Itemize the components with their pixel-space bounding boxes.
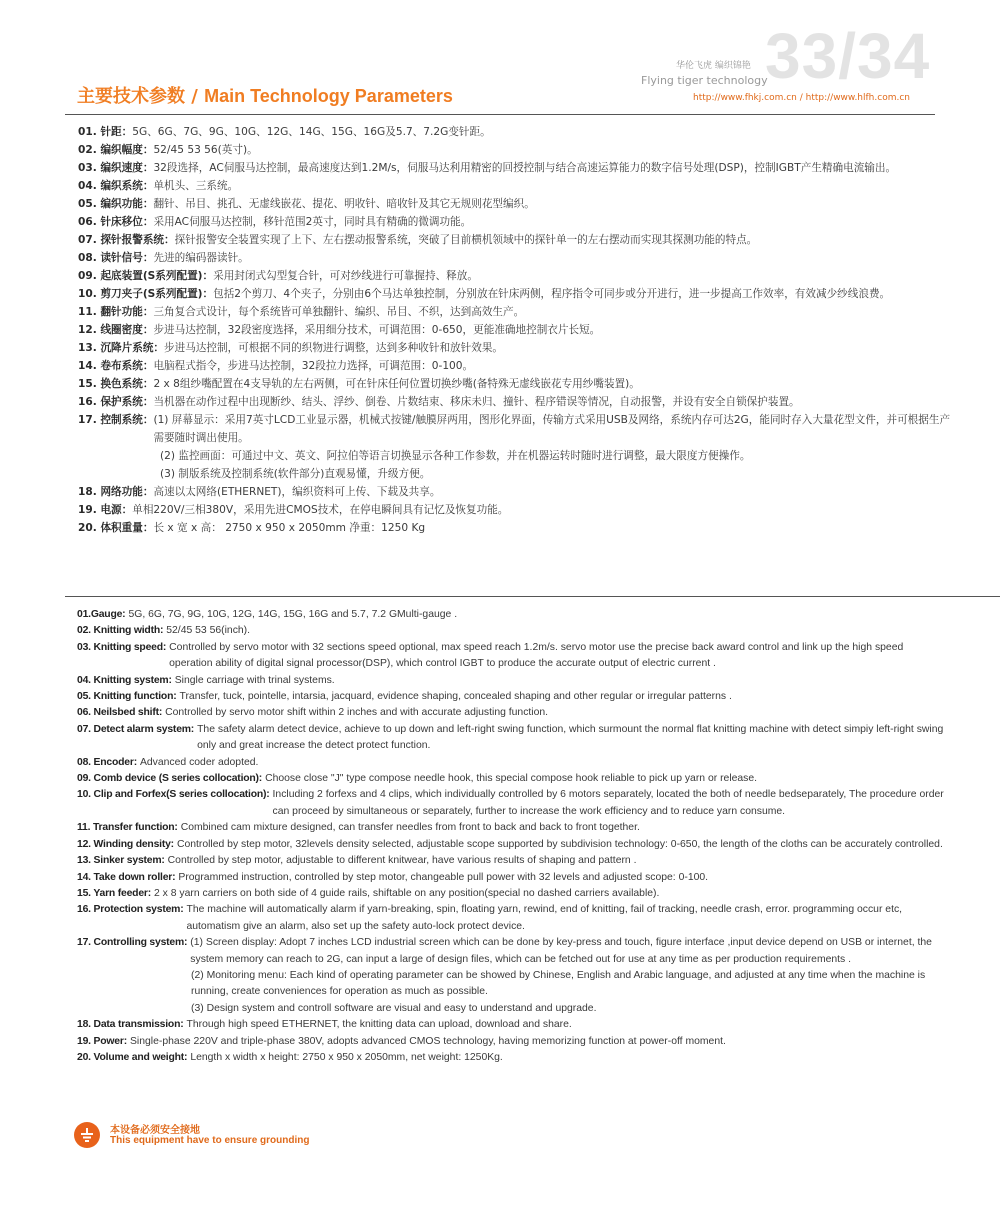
en-param-row xyxy=(77,837,947,853)
en-param-row xyxy=(77,787,947,820)
cn-param-text: 高速以太网络(ETHERNET)，编织资料可上传、下载及共享。 xyxy=(153,486,441,498)
cn-param-text: 电脑程式指令，步进马达控制，32段拉力选择，可调范围：0-100。 xyxy=(153,360,474,372)
cn-param-label: 07. 探针报警系统： xyxy=(78,234,175,246)
cn-param-row xyxy=(78,357,958,375)
en-param-text: Programmed instruction, controlled by step motor, changeable pull power with 32 levels and adjusted scope: 0-100. xyxy=(178,871,709,883)
cn-param-label: 14. 卷布系统： xyxy=(78,360,154,372)
en-param-row xyxy=(77,1034,947,1050)
cn-param-text: 步进马达控制，可根据不同的织物进行调整，达到多种收针和放针效果。 xyxy=(164,342,504,354)
cn-param-row xyxy=(78,303,958,321)
en-param-subrow: (2) Monitoring menu: Each kind of operating parameter can be showed by Chinese, English and Arabic language, and adjusted at any time when the machine is running, create conveniences for operation as much as possible. xyxy=(191,969,926,998)
en-param-row xyxy=(77,755,947,771)
en-param-text: Advanced coder adopted. xyxy=(139,756,259,768)
cn-param-label: 17. 控制系统： xyxy=(78,414,154,426)
cn-param-text: 单相220V/三相380V，采用先进CMOS技术，在停电瞬间具有记忆及恢复功能。 xyxy=(132,504,509,516)
ground-symbol-icon xyxy=(78,1126,96,1144)
section-divider xyxy=(65,596,1000,597)
cn-param-text: 先进的编码器读针。 xyxy=(153,252,249,264)
en-param-label: 10. Clip and Forfex(S series collocation): xyxy=(77,789,270,801)
cn-param-label: 19. 电源： xyxy=(78,504,133,516)
en-param-text: Controlled by servo motor shift within 2 inches and with accurate adjusting function. xyxy=(165,707,549,719)
cn-param-text: (1) 屏幕显示：采用7英寸LCD工业显示器，机械式按键/触膜屏两用，图形化界面，传输方式采用USB及网络，系统内存可达2G，能同时存入大量花型文件，并可根据生产需要随时调出使用。 xyxy=(153,414,951,444)
page-title-cn: 主要技术参数 / xyxy=(77,86,198,107)
en-param-row xyxy=(77,689,947,705)
cn-param-text: 长 x 宽 x 高： 2750 x 950 x 2050mm 净重：1250 Kg xyxy=(153,522,426,534)
header-divider xyxy=(65,114,935,115)
en-param-row xyxy=(77,935,947,968)
website-urls: http://www.fhkj.com.cn / http://www.hlfh.com.cn xyxy=(693,93,910,103)
cn-param-label: 04. 编织系统： xyxy=(78,180,154,192)
en-param-label: 07. Detect alarm system: xyxy=(77,723,195,735)
brand-tagline-cn: 华伦飞虎 编织锦艳 xyxy=(676,61,751,71)
en-param-text: The machine will automatically alarm if yarn-breaking, spin, floating yarn, rewind, end of knitting, fail of tracking, needle crash, error. programming occur etc, automatism give an alarm, also set up the safety auto-lock protect device. xyxy=(186,904,903,932)
cn-param-row xyxy=(78,123,958,141)
en-param-label: 15. Yarn feeder: xyxy=(77,887,152,899)
en-param-row xyxy=(77,771,947,787)
en-param-label: 11. Transfer function: xyxy=(77,822,178,834)
cn-param-row xyxy=(78,375,958,393)
en-param-label: 06. Neilsbed shift: xyxy=(77,707,163,719)
en-param-text: Single carriage with trinal systems. xyxy=(174,674,335,686)
page-title-en: Main Technology Parameters xyxy=(204,86,453,106)
grounding-warning-cn: 本设备必须安全接地 xyxy=(110,1125,200,1136)
en-param-text: (1) Screen display: Adopt 7 inches LCD industrial screen which can be done by key-press and touch, figure interface ,input device depend on USB or internet, the system memory can reach to 2G, can input a large of design files, which can be fetched out for use at any time as per production requirements . xyxy=(190,937,932,965)
cn-param-text: 5G、6G、7G、9G、10G、12G、14G、15G、16G及5.7、7.2G变针距。 xyxy=(132,126,491,138)
cn-param-label: 01. 针距： xyxy=(78,126,133,138)
en-param-text: 52/45 53 56(inch). xyxy=(166,625,251,637)
en-param-subrow: (3) Design system and controll software are visual and easy to understand and upgrade. xyxy=(191,1002,597,1014)
en-param-row xyxy=(77,705,947,721)
cn-param-row xyxy=(78,483,958,501)
en-param-row xyxy=(77,722,947,755)
en-param-row xyxy=(77,870,947,886)
en-param-text: Through high speed ETHERNET, the knitting data can upload, download and share. xyxy=(186,1019,572,1031)
cn-param-row xyxy=(78,339,958,357)
cn-param-text: 步进马达控制，32段密度选择，采用细分技术，可调范围：0-650，更能准确地控制衣片长短。 xyxy=(153,324,601,336)
cn-param-row xyxy=(78,195,958,213)
cn-param-row xyxy=(78,267,958,285)
cn-param-text: 翻针、吊目、挑孔、无虚线嵌花、提花、明收针、暗收针及其它无规则花型编织。 xyxy=(153,198,535,210)
en-param-text: 5G, 6G, 7G, 9G, 10G, 12G, 14G, 15G, 16G and 5.7, 7.2 GMulti-gauge . xyxy=(128,609,458,620)
en-param-text: Choose close "J" type compose needle hook, this special compose hook reliable to pick up yarn or release. xyxy=(265,773,758,785)
en-param-label: 12. Winding density: xyxy=(77,838,174,850)
en-param-row xyxy=(77,853,947,869)
en-param-text: The safety alarm detect device, achieve to up down and left-right swing function, which surmount the normal flat knitting machine with detect simpiy left-right swing only and great increase the detect protect function. xyxy=(197,723,944,752)
en-param-label: 05. Knitting function: xyxy=(77,691,177,703)
cn-parameter-list xyxy=(78,123,958,537)
cn-param-label: 05. 编织功能： xyxy=(78,198,154,210)
en-param-text: Controlled by servo motor with 32 sections speed optional, max speed reach 1.2m/s. servo motor use the precise back award control and link up the high speed operation ability of digital signal processor(DSP), which control IGBT to produce the accurate output of electric current . xyxy=(169,641,904,670)
en-param-label: 01.Gauge: xyxy=(77,609,126,620)
cn-param-text: 采用封闭式勾型复合针，可对纱线进行可靠握持、释放。 xyxy=(213,270,478,282)
cn-param-text: 32段选择，AC伺服马达控制，最高速度达到1.2M/s，伺服马达利用精密的回授控制与结合高速运算能力的数字信号处理(DSP)，控制IGBT产生精确电流输出。 xyxy=(153,162,897,174)
en-param-label: 17. Controlling system: xyxy=(77,937,188,949)
en-param-row xyxy=(77,902,947,935)
cn-param-text: 当机器在动作过程中出现断纱、结头、浮纱、倒卷、片数结束、移床未归、撞针、程序错误等情况，自动报警，并设有安全自锁保护装置。 xyxy=(153,396,800,408)
cn-param-label: 09. 起底装置(S系列配置)： xyxy=(78,270,214,282)
en-param-text: Transfer, tuck, pointelle, intarsia, jacquard, evidence shaping, concealed shaping and other regular or irregular patterns . xyxy=(179,691,732,703)
en-param-label: 04. Knitting system: xyxy=(77,674,172,686)
cn-param-label: 18. 网络功能： xyxy=(78,486,154,498)
cn-param-label: 02. 编织幅度： xyxy=(78,144,154,156)
en-param-label: 14. Take down roller: xyxy=(77,871,176,883)
page-title xyxy=(77,82,453,108)
en-param-label: 09. Comb device (S series collocation): xyxy=(77,773,263,785)
en-param-label: 19. Power: xyxy=(77,1035,127,1047)
cn-param-row xyxy=(78,141,958,159)
cn-param-text: 2 x 8组纱嘴配置在4支导轨的左右两侧，可在针床任何位置切换纱嘴(备特殊无虚线嵌花专用纱嘴装置)。 xyxy=(153,378,640,390)
cn-param-label: 06. 针床移位： xyxy=(78,216,154,228)
en-param-text: 2 x 8 yarn carriers on both side of 4 guide rails, shiftable on any position(special no dashed carriers available). xyxy=(154,887,660,899)
cn-param-label: 13. 沉降片系统： xyxy=(78,342,165,354)
en-param-row xyxy=(77,1050,947,1066)
en-param-row xyxy=(77,820,947,836)
en-param-text: Length x width x height: 2750 x 950 x 2050mm, net weight: 1250Kg. xyxy=(190,1051,503,1063)
en-param-text: Single-phase 220V and triple-phase 380V, adopts advanced CMOS technology, having memorizing function at power-off moment. xyxy=(129,1035,726,1047)
en-param-label: 18. Data transmission: xyxy=(77,1019,184,1031)
cn-param-label: 03. 编织速度： xyxy=(78,162,154,174)
en-param-label: 20. Volume and weight: xyxy=(77,1051,188,1063)
cn-param-row xyxy=(78,285,958,303)
en-param-row xyxy=(77,623,947,639)
en-param-text: Controlled by step motor, adjustable to different knitwear, have various results of shaping and pattern . xyxy=(167,855,637,867)
cn-param-label: 10. 剪刀夹子(S系列配置)： xyxy=(78,288,214,300)
cn-param-row xyxy=(78,159,958,177)
en-param-label: 02. Knitting width: xyxy=(77,625,164,637)
en-param-row xyxy=(77,673,947,689)
en-param-text: Combined cam mixture designed, can transfer needles from front to back and back to front together. xyxy=(180,822,640,834)
cn-param-row xyxy=(78,231,958,249)
cn-param-label: 15. 换色系统： xyxy=(78,378,154,390)
cn-param-label: 16. 保护系统： xyxy=(78,396,154,408)
cn-param-row xyxy=(78,411,958,447)
en-param-label: 16. Protection system: xyxy=(77,904,184,916)
en-param-label: 13. Sinker system: xyxy=(77,855,165,867)
cn-param-row xyxy=(78,177,958,195)
en-param-row xyxy=(77,640,947,673)
cn-param-label: 20. 体积重量： xyxy=(78,522,154,534)
en-param-label: 08. Encoder: xyxy=(77,756,137,768)
cn-param-row xyxy=(78,393,958,411)
cn-param-text: 探针报警安全装置实现了上下、左右摆动报警系统，突破了目前横机领域中的探针单一的左右摆动而实现其探测功能的特点。 xyxy=(174,234,758,246)
page-number: 33/34 xyxy=(765,20,931,92)
cn-param-text: 52/45 53 56(英寸)。 xyxy=(153,144,258,156)
cn-param-subrow: (3) 制版系统及控制系统(软件部分)直观易懂，升级方便。 xyxy=(160,468,431,480)
en-param-row xyxy=(77,886,947,902)
cn-param-text: 采用AC伺服马达控制，移针范围2英寸，同时具有精确的微调功能。 xyxy=(153,216,472,228)
grounding-warning-icon xyxy=(74,1122,100,1148)
en-param-label: 03. Knitting speed: xyxy=(77,641,167,653)
cn-param-text: 单机头、三系统。 xyxy=(153,180,239,192)
brand-tagline-en: Flying tiger technology xyxy=(641,74,768,87)
cn-param-label: 12. 线圈密度： xyxy=(78,324,154,336)
cn-param-label: 08. 读针信号： xyxy=(78,252,154,264)
cn-param-text: 包括2个剪刀、4个夹子，分别由6个马达单独控制，分别放在针床两侧，程序指令可同步或分开进行，进一步提高工作效率，有效减少纱线浪费。 xyxy=(213,288,891,300)
cn-param-row xyxy=(78,501,958,519)
cn-param-subrow: (2) 监控画面：可通过中文、英文、阿拉伯等语言切换显示各种工作参数，并在机器运转时随时进行调整，最大限度方便操作。 xyxy=(160,450,751,462)
en-param-text: Controlled by step motor, 32levels density selected, adjustable scope supported by subdivision technology: 0-650, the length of the cloths can be accurately controlled. xyxy=(176,838,943,850)
cn-param-row xyxy=(78,213,958,231)
en-param-row xyxy=(77,607,947,623)
grounding-warning-en: This equipment have to ensure grounding xyxy=(110,1135,310,1146)
en-parameter-list xyxy=(77,607,947,1066)
en-param-text: Including 2 forfexs and 4 clips, which individually controlled by 6 motors separately, located the both of needle bedseparately, The procedure order can proceed by simultaneous or separately, further to increase the work efficiency and to reduce yarn consume. xyxy=(272,789,944,817)
cn-param-text: 三角复合式设计，每个系统皆可单独翻针、编织、吊目、不织，达到高效生产。 xyxy=(153,306,525,318)
cn-param-row xyxy=(78,321,958,339)
cn-param-row xyxy=(78,249,958,267)
cn-param-row xyxy=(78,519,958,537)
cn-param-label: 11. 翻针功能： xyxy=(78,306,154,318)
en-param-row xyxy=(77,1017,947,1033)
